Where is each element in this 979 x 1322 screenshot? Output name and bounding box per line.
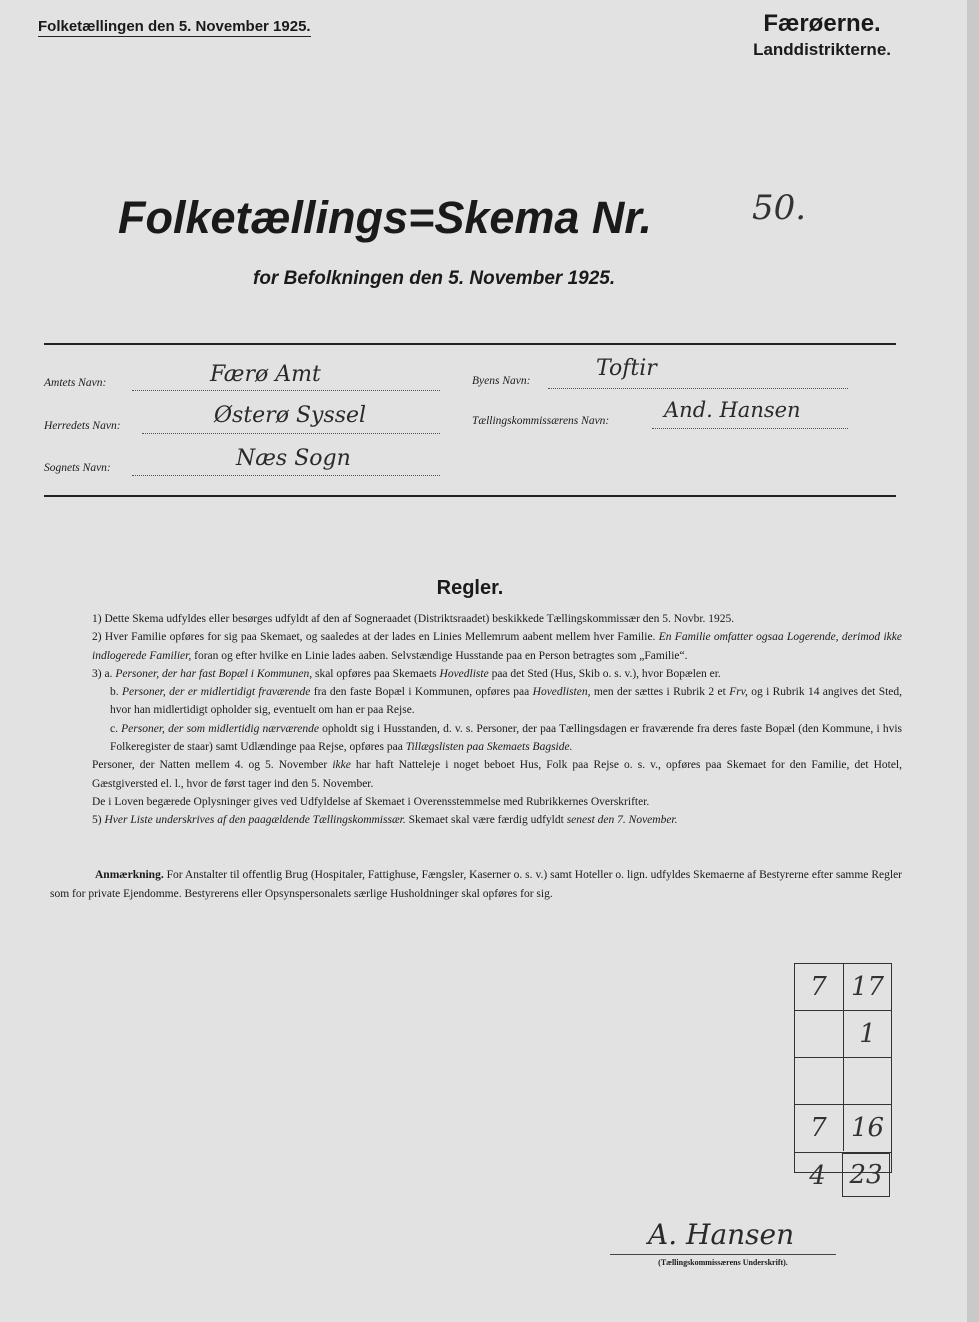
rule-4 (50, 756, 902, 793)
by-line (548, 388, 848, 389)
tally-cell (795, 1058, 842, 1104)
rule-2 (50, 628, 902, 665)
sogn-line (132, 475, 440, 476)
amt-line (132, 390, 440, 391)
rule-3a-text: skal opføres paa Skemaets (314, 667, 437, 680)
note-text: For Anstalter til offentlig Brug (Hospitaler, Fattighuse, Fængsler, Kaserner o. s. v.) samt Hoteller o. lign. udfyldes Skemaerne af Bestyrerne efter samme Regler som for private Ejendomme. Bestyrerens eller Opsynspersonalets særlige Husholdninger skal opføres for sig. (50, 869, 903, 900)
rule-6-text: Skemaet skal være færdig udfyldt (408, 814, 564, 827)
rule-3c (50, 720, 902, 757)
rules-heading: Regler. (436, 577, 504, 599)
tally-row-3 (795, 1058, 891, 1104)
rule-2-italic: En Familie omfatter ogsaa Logerende, derimod ikke indlogerede Familier, (92, 631, 902, 662)
signature-caption: (Tællingskommissærens Underskrift). (658, 1258, 788, 1267)
rule-4-italic: ikke (332, 759, 351, 772)
signature-line (610, 1254, 836, 1255)
rule-1: 1) Dette Skema udfyldes eller besørges udfyldt af den af Sogneraadet (Distriktsraadet) beskikkede Tællingskommissær den 5. Novbr. 1925. (92, 613, 735, 625)
rule-3b-text-end: og i Rubrik 14 angives det Sted, hvor han midlertidigt opholder sig, eventuelt om han er paa Rejse. (110, 686, 903, 717)
divider-bottom (44, 495, 896, 497)
tally-cell: 1 (843, 1011, 891, 1057)
rule-3a-text-end: paa det Sted (Hus, Skib o. s. v.), hvor Bopælen er. (491, 667, 721, 680)
tally-cell: 4 (809, 1161, 826, 1191)
page-edge (967, 0, 979, 1322)
divider-top (44, 343, 896, 345)
rule-3c-italic-2: Tillægslisten paa Skemaets Bagside. (405, 741, 573, 754)
kommissaer-line (652, 428, 848, 429)
rule-3b-text-2: men der sættes i Rubrik 2 et (593, 686, 726, 699)
rule-6 (50, 811, 902, 829)
rule-6-prefix: 5) (92, 814, 102, 827)
tally-cell: 7 (810, 972, 827, 1002)
rule-3c-prefix: c. (110, 722, 118, 735)
signature: A. Hansen (648, 1218, 795, 1251)
tally-row-2 (795, 1011, 891, 1057)
form-subtitle: for Befolkningen den 5. November 1925. (253, 268, 616, 289)
rule-2-text: 2) Hver Familie opføres for sig paa Skemaet, og saaledes at der lades en Linies Mellemrum aabent mellem hver Familie. (92, 631, 656, 644)
tally-row-4 (795, 1105, 891, 1151)
kommissaer-value: And. Hansen (664, 398, 801, 422)
tally-cell: 16 (843, 1105, 891, 1151)
form-number: 50. (752, 188, 807, 228)
note-label: Anmærkning. (95, 869, 164, 881)
rule-2-text-end: foran og efter hvilke en Linie lades aaben. Selvstændige Husstande paa en Person betragtes som „Familie“. (194, 649, 688, 662)
amt-label: Amtets Navn: (44, 377, 107, 389)
region-block (753, 10, 891, 60)
rule-3a-prefix: 3) a. (92, 667, 113, 680)
herred-label: Herredets Navn: (44, 420, 121, 432)
rules-text (50, 610, 902, 830)
by-value: Toftir (596, 356, 657, 381)
by-label: Byens Navn: (472, 375, 531, 387)
kommissaer-label: Tællingskommissærens Navn: (472, 415, 610, 427)
herred-line (142, 433, 440, 434)
tally-row-5 (794, 1153, 892, 1199)
rule-3c-text: opholdt sig i Husstanden, d. v. s. Personer, der paa Tællingsdagen er fraværende fra deres faste Bopæl (den Kommune, i hvis Folkeregister de staar) samt Udlændinge paa Rejse, opføres paa (110, 722, 902, 754)
region-name: Færøerne. (763, 10, 881, 37)
tally-cell: 23 (842, 1153, 890, 1197)
tally-cell (843, 1058, 891, 1104)
rule-3b-prefix: b. (110, 686, 119, 699)
herred-value: Østerø Syssel (214, 403, 367, 428)
sogn-label: Sognets Navn: (44, 462, 111, 474)
amt-value: Færø Amt (210, 362, 321, 387)
sogn-value: Næs Sogn (236, 446, 351, 471)
rule-3b-italic: Personer, der er midlertidigt fraværende (122, 686, 311, 699)
rule-3b-italic-3: Frv, (729, 686, 748, 699)
rule-3c-italic: Personer, der som midlertidig nærværende (121, 722, 319, 735)
census-header-line: Folketællingen den 5. November 1925. (38, 18, 311, 35)
tally-cell: 7 (810, 1113, 827, 1143)
tally-cell: 17 (843, 964, 891, 1010)
rule-3b (50, 683, 902, 720)
rule-3a-italic: Personer, der har fast Bopæl i Kommunen, (115, 667, 313, 680)
tally-row-1 (795, 964, 891, 1010)
note-block (50, 866, 902, 904)
tally-cell (795, 1011, 842, 1057)
rule-3a-italic-2: Hovedliste (439, 667, 489, 680)
rule-4-text: Personer, der Natten mellem 4. og 5. November (92, 759, 328, 772)
region-subname: Landdistrikterne. (753, 40, 891, 59)
rule-3b-text: fra den faste Bopæl i Kommunen, opføres paa (313, 686, 530, 699)
tally-box (794, 963, 892, 1173)
rule-6-italic-end: senest den 7. November. (566, 814, 678, 827)
rule-3b-italic-2: Hovedlisten, (532, 686, 591, 699)
rule-4-text-end: har haft Natteleje i noget beboet Hus, Folk paa Rejse o. s. v., opføres paa Skemaet for den Familie, det Hotel, Gæstgiversted el. l., hvor de først tager ind den 5. November. (92, 759, 903, 790)
rule-5: De i Loven begærede Oplysninger gives ved Udfyldelse af Skemaet i Overensstemmelse med Rubrikkernes Overskrifter. (92, 795, 650, 808)
form-title: Folketællings=Skema Nr. (118, 192, 652, 243)
rule-6-italic: Hver Liste underskrives af den paagældende Tællingskommissær. (104, 814, 406, 827)
rule-3a (50, 665, 902, 683)
